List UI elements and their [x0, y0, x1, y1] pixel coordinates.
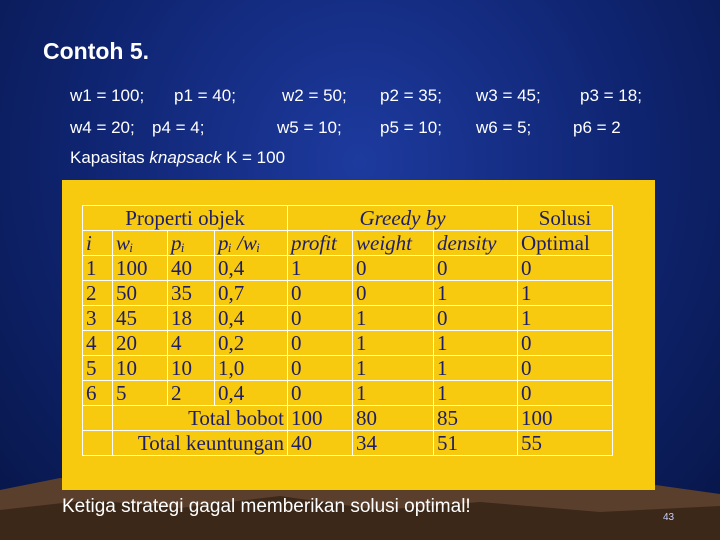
header-greedy-by: Greedy by	[288, 206, 518, 231]
table-row	[83, 331, 613, 356]
given-w4: w4 = 20;	[70, 118, 135, 137]
table-cell: 0	[518, 356, 613, 381]
table-cell: 5	[113, 381, 168, 406]
table-cell: 0	[353, 281, 434, 306]
table-cell: 40	[168, 256, 215, 281]
capacity-knapsack: knapsack	[149, 148, 222, 167]
table-cell: 0	[288, 281, 353, 306]
table-cell: 50	[113, 281, 168, 306]
table-cell: 0	[518, 381, 613, 406]
header-properti-objek: Properti objek	[83, 206, 288, 231]
given-w5: w5 = 10;	[277, 118, 342, 137]
col-header-profit: profit	[288, 231, 353, 256]
col-header-weight: weight	[353, 231, 434, 256]
table-cell: 1	[434, 381, 518, 406]
col-header-density: density	[434, 231, 518, 256]
table-cell: 1	[434, 281, 518, 306]
capacity-prefix: Kapasitas	[70, 148, 150, 167]
total-keuntungan-label: Total keuntungan	[113, 431, 288, 456]
given-w6: w6 = 5;	[476, 118, 532, 137]
table-cell: 20	[113, 331, 168, 356]
col-header-pi: pᵢ	[168, 231, 215, 256]
table-cell: 1	[518, 306, 613, 331]
table-cell: 45	[113, 306, 168, 331]
table-cell: 0	[434, 256, 518, 281]
table-cell: 10	[168, 356, 215, 381]
table-cell: 3	[83, 306, 113, 331]
table-row	[83, 356, 613, 381]
footer-conclusion: Ketiga strategi gagal memberikan solusi optimal!	[62, 496, 471, 517]
table-cell: 0,4	[215, 256, 288, 281]
table-cell: 2	[168, 381, 215, 406]
greedy-table	[82, 205, 613, 456]
table-cell: 0	[288, 381, 353, 406]
table-cell: 35	[168, 281, 215, 306]
total-bobot-row	[83, 406, 613, 431]
total-keuntungan-row	[83, 431, 613, 456]
col-header-pi-wi: pᵢ /wᵢ	[215, 231, 288, 256]
given-p6: p6 = 2	[573, 118, 621, 137]
col-header-wi: wᵢ	[113, 231, 168, 256]
table-cell: 0	[518, 256, 613, 281]
table-cell: 1	[353, 331, 434, 356]
table-column-header-row	[83, 231, 613, 256]
table-row	[83, 281, 613, 306]
given-p4: p4 = 4;	[152, 118, 205, 137]
table-cell: 0,2	[215, 331, 288, 356]
total-keuntungan-density: 51	[434, 431, 518, 456]
table-cell: 4	[168, 331, 215, 356]
table-cell: 1	[518, 281, 613, 306]
given-w3: w3 = 45;	[476, 86, 541, 105]
table-cell: 1	[353, 356, 434, 381]
table-group-header-row	[83, 206, 613, 231]
table-cell: 1	[353, 381, 434, 406]
table-cell: 1	[288, 256, 353, 281]
given-p2: p2 = 35;	[380, 86, 442, 105]
table-cell: 0,4	[215, 381, 288, 406]
table-cell: 1,0	[215, 356, 288, 381]
table-cell: 0,7	[215, 281, 288, 306]
given-p3: p3 = 18;	[580, 86, 642, 105]
total-keuntungan-optimal: 55	[518, 431, 613, 456]
table-cell: 0	[288, 306, 353, 331]
total-bobot-optimal: 100	[518, 406, 613, 431]
total-bobot-density: 85	[434, 406, 518, 431]
table-cell: 0	[288, 356, 353, 381]
table-cell: 0	[353, 256, 434, 281]
page-number: 43	[663, 512, 675, 523]
table-cell: 0	[288, 331, 353, 356]
total-bobot-profit: 100	[288, 406, 353, 431]
table-cell: 1	[434, 331, 518, 356]
given-p5: p5 = 10;	[380, 118, 442, 137]
table-cell: 0,4	[215, 306, 288, 331]
table-cell: 1	[353, 306, 434, 331]
table-row	[83, 306, 613, 331]
total-bobot-label: Total bobot	[113, 406, 288, 431]
table-cell: 4	[83, 331, 113, 356]
table-row	[83, 256, 613, 281]
total-keuntungan-profit: 40	[288, 431, 353, 456]
table-cell: 10	[113, 356, 168, 381]
given-w1: w1 = 100;	[70, 86, 145, 105]
table-cell: 2	[83, 281, 113, 306]
table-cell: 1	[434, 356, 518, 381]
total-keuntungan-weight: 34	[353, 431, 434, 456]
table-cell: 1	[83, 256, 113, 281]
slide-title: Contoh 5.	[43, 38, 150, 64]
given-w2: w2 = 50;	[282, 86, 347, 105]
table-row	[83, 381, 613, 406]
header-solusi: Solusi	[518, 206, 613, 231]
total-bobot-weight: 80	[353, 406, 434, 431]
table-cell: 5	[83, 356, 113, 381]
table-cell: 0	[434, 306, 518, 331]
table-cell: 18	[168, 306, 215, 331]
col-header-i: i	[83, 231, 113, 256]
given-p1: p1 = 40;	[174, 86, 236, 105]
table-cell: 0	[518, 331, 613, 356]
table-cell: 6	[83, 381, 113, 406]
col-header-optimal: Optimal	[518, 231, 613, 256]
table-cell: 100	[113, 256, 168, 281]
capacity-value: K = 100	[221, 148, 286, 167]
